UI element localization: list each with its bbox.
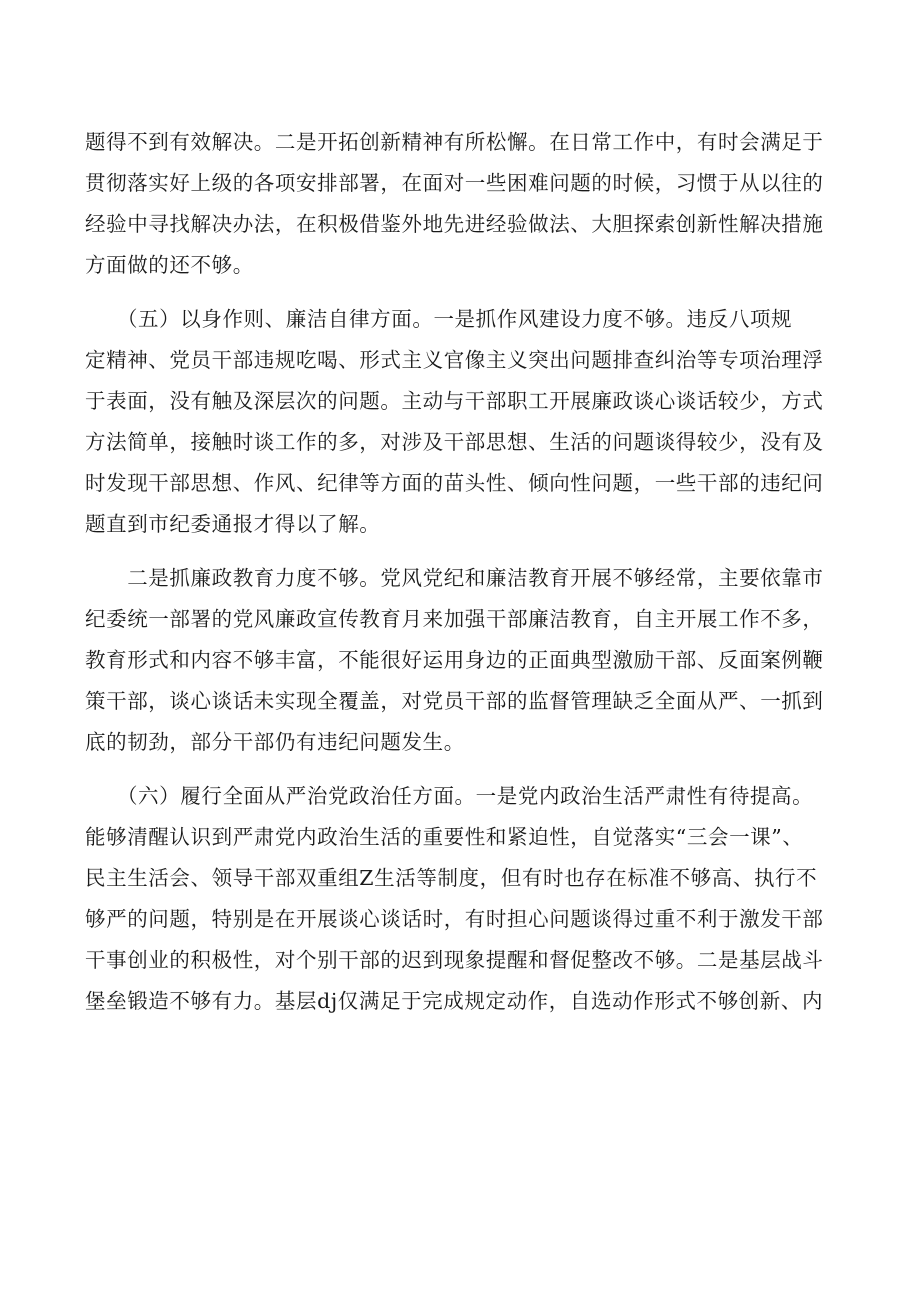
text-line: 能够清醒认识到严肃党内政治生活的重要性和紧迫性，自觉落实“三会一课”、 bbox=[85, 825, 804, 849]
text-line: 堡垒锻造不够有力。基层dj仅满足于完成规定动作，自选动作形式不够创新、内 bbox=[85, 989, 824, 1013]
text-line: 方法简单，接触时谈工作的多，对涉及干部思想、生活的问题谈得较少，没有及 bbox=[85, 430, 824, 454]
text-line: 纪委统一部署的党风廉政宣传教育月来加强干部廉洁教育，自主开展工作不多， bbox=[85, 607, 824, 631]
text-line: 底的韧劲，部分干部仍有违纪问题发生。 bbox=[85, 730, 465, 754]
text-line: 经验中寻找解决办法，在积极借鉴外地先进经验做法、大胆探索创新性解决措施 bbox=[85, 212, 824, 236]
text-line: 策干部，谈心谈话未实现全覆盖，对党员干部的监督管理缺乏全面从严、一抓到 bbox=[85, 689, 824, 713]
text-line: 民主生活会、领导干部双重组Z生活等制度，但有时也存在标准不够高、执行不 bbox=[85, 866, 818, 890]
text-line: 方面做的还不够。 bbox=[85, 253, 254, 277]
text-line: 干事创业的积极性，对个别干部的迟到现象提醒和督促整改不够。二是基层战斗 bbox=[85, 948, 824, 972]
text-line: 定精神、党员干部违规吃喝、形式主义官像主义突出问题排查纠治等专项治理浮 bbox=[85, 348, 824, 372]
text-line: 二是抓廉政教育力度不够。党风党纪和廉洁教育开展不够经常，主要依靠市 bbox=[85, 566, 824, 590]
document-body bbox=[85, 122, 845, 1022]
text-line: 贯彻落实好上级的各项安排部署，在面对一些困难问题的时候，习惯于从以往的 bbox=[85, 171, 824, 195]
text-line: 题直到市纪委通报才得以了解。 bbox=[85, 512, 381, 536]
text-line: 够严的问题，特别是在开展谈心谈话时，有时担心问题谈得过重不利于激发干部 bbox=[85, 907, 824, 931]
text-line: 时发现干部思想、作风、纪律等方面的苗头性、倾向性问题，一些干部的违纪问 bbox=[85, 471, 824, 495]
text-line: 题得不到有效解决。二是开拓创新精神有所松懈。在日常工作中，有时会满足于 bbox=[85, 130, 824, 154]
text-line: 教育形式和内容不够丰富，不能很好运用身边的正面典型激励干部、反面案例鞭 bbox=[85, 648, 824, 672]
text-line: （五）以身作则、廉洁自律方面。一是抓作风建设力度不够。违反八项规 bbox=[85, 307, 793, 331]
text-line: （六）履行全面从严治党政治任方面。一是党内政治生活严肃性有待提高。 bbox=[85, 784, 814, 808]
text-line: 于表面，没有触及深层次的问题。主动与干部职工开展廉政谈心谈话较少，方式 bbox=[85, 389, 824, 413]
